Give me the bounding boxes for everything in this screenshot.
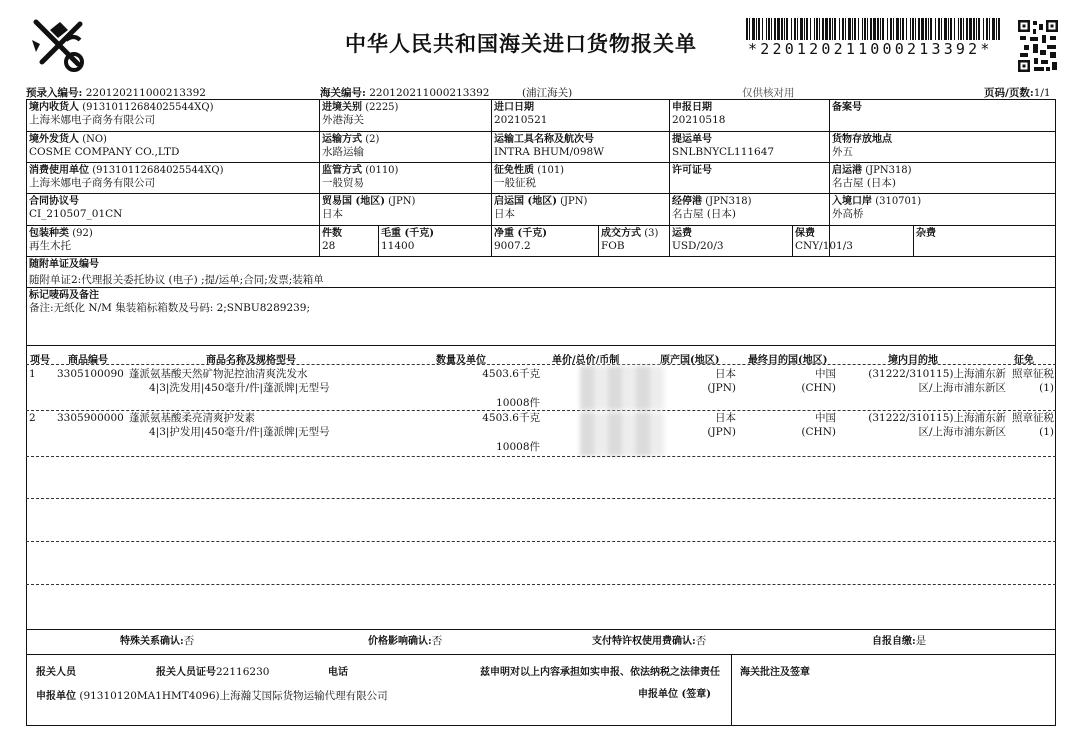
domestic-destination-2: 区/上海市浦东新区	[918, 382, 1006, 394]
insurance-field: 保费 CNY/101/3	[795, 228, 853, 252]
redacted-price	[580, 366, 664, 410]
royalty-confirm: 支付特许权使用费确认:否	[592, 635, 707, 647]
self-declare-confirm: 自报自缴:是	[872, 635, 927, 647]
qr-code-icon	[1018, 20, 1058, 72]
transport-mode-field: 运输方式 (2) 水路运输	[322, 134, 380, 158]
quantity-weight: 4503.6千克	[482, 412, 540, 424]
barcode-icon	[746, 18, 1004, 40]
customs-approval-label: 海关批注及签章	[740, 667, 810, 678]
origin-country: 日本	[715, 368, 736, 380]
record-number-field: 备案号	[832, 102, 862, 113]
bill-of-lading-field: 提运单号 SNLBNYCL111647	[672, 134, 775, 158]
phone-label: 电话	[328, 667, 348, 678]
import-date-field: 进口日期 20210521	[494, 102, 548, 126]
declarant-cert: 报关人员证号22116230	[156, 666, 270, 678]
col-origin: 原产国(地区)	[660, 355, 720, 366]
license-field: 许可证号	[672, 165, 712, 176]
destination-code: (CHN)	[801, 382, 836, 394]
commodity-spec: 4|3|护发用|450毫升/件|蓬派牌|无型号	[149, 426, 330, 438]
misc-fee-field: 杂费	[916, 228, 936, 239]
origin-code: (JPN)	[707, 426, 736, 438]
destination-country: 中国	[815, 368, 836, 380]
col-quantity: 数量及单位	[436, 355, 486, 366]
declaring-unit: 申报单位 (91310120MA1HMT4096)上海瀚艾国际货物运输代理有限公司	[36, 690, 388, 702]
col-commodity-name: 商品名称及规格型号	[206, 355, 296, 366]
declarant-label: 报关人员	[36, 667, 76, 678]
col-commodity-code: 商品编号	[68, 355, 108, 366]
pre-entry-number: 预录入编号: 220120211000213392	[26, 87, 206, 99]
col-destination-country: 最终目的国(地区)	[748, 355, 828, 366]
gross-weight-field: 毛重 (千克) 11400	[381, 228, 434, 252]
pieces-field: 件数 28	[322, 228, 342, 252]
levy-nature-field: 征免性质 (101) 一般征税	[494, 165, 565, 189]
document-title: 中华人民共和国海关进口货物报关单	[345, 32, 697, 56]
quantity-weight: 4503.6千克	[482, 368, 540, 380]
customs-number: 海关编号: 220120211000213392	[320, 87, 490, 99]
marks-remarks: 标记唛码及备注 备注:无纸化 N/M 集装箱标箱数及号码: 2;SNBU8289239;	[29, 290, 311, 314]
legal-statement: 兹申明对以上内容承担如实申报、依法纳税之法律责任	[480, 667, 720, 678]
item-no: 1	[29, 368, 36, 380]
commodity-code: 3305900000	[57, 412, 124, 424]
special-relation-confirm: 特殊关系确认:否	[120, 635, 195, 647]
barcode-number: *220120211000213392*	[748, 40, 993, 58]
consignee-field: 境内收货人 (91310112684025544XQ) 上海米娜电子商务有限公司	[29, 102, 214, 126]
consumer-unit-field: 消费使用单位 (91310112684025544XQ) 上海米娜电子商务有限公司	[29, 165, 224, 189]
destination-code: (CHN)	[801, 426, 836, 438]
customs-emblem-icon	[28, 14, 92, 76]
price-impact-confirm: 价格影响确认:否	[368, 635, 443, 647]
origin-code: (JPN)	[707, 382, 736, 394]
commodity-spec: 4|3|洗发用|450毫升/件|蓬派牌|无型号	[149, 382, 330, 394]
redacted-price	[580, 412, 664, 456]
commodity-code: 3305100090	[57, 368, 124, 380]
stop-port-field: 经停港 (JPN318) 名古屋 (日本)	[672, 196, 752, 220]
origin-country: 日本	[715, 412, 736, 424]
col-domestic-destination: 境内目的地	[888, 355, 938, 366]
watermark-text: 仅供核对用	[742, 87, 795, 99]
package-type-field: 包装种类 (92) 再生木托	[29, 228, 93, 252]
domestic-destination-2: 区/上海市浦东新区	[918, 426, 1006, 438]
quantity-pieces: 10008件	[496, 441, 540, 453]
trade-country-field: 贸易国 (地区) (JPN) 日本	[322, 196, 416, 220]
quantity-pieces: 10008件	[496, 397, 540, 409]
levy-code: (1)	[1039, 426, 1054, 438]
page-number: 页码/页数:1/1	[984, 87, 1051, 99]
commodity-name: 蓬派氨基酸天然矿物泥控油清爽洗发水	[129, 368, 308, 380]
deal-mode-field: 成交方式 (3) FOB	[601, 228, 659, 252]
entry-customs-field: 进境关别 (2225) 外港海关	[322, 102, 399, 126]
levy-mode: 照章征税	[1012, 368, 1054, 380]
col-item-no: 项号	[30, 355, 50, 366]
vessel-field: 运输工具名称及航次号 INTRA BHUM/098W	[494, 134, 605, 158]
net-weight-field: 净重 (千克) 9007.2	[494, 228, 547, 252]
storage-location-field: 货物存放地点 外五	[832, 134, 892, 158]
destination-country: 中国	[815, 412, 836, 424]
consignor-field: 境外发货人 (NO) COSME COMPANY CO.,LTD	[29, 134, 180, 158]
entry-port-field: 入境口岸 (310701) 外高桥	[832, 196, 922, 220]
commodity-name: 蓬派氨基酸柔亮清爽护发素	[129, 412, 255, 424]
levy-mode: 照章征税	[1012, 412, 1054, 424]
col-levy: 征免	[1014, 355, 1034, 366]
domestic-destination: (31222/310115)上海浦东新	[868, 368, 1006, 380]
item-no: 2	[29, 412, 36, 424]
levy-code: (1)	[1039, 382, 1054, 394]
declare-date-field: 申报日期 20210518	[672, 102, 726, 126]
domestic-destination: (31222/310115)上海浦东新	[868, 412, 1006, 424]
contract-field: 合同协议号 CI_210507_01CN	[29, 196, 123, 220]
origin-country-field: 启运国 (地区) (JPN) 日本	[494, 196, 588, 220]
freight-field: 运费 USD/20/3	[672, 228, 724, 252]
customs-office: (浦江海关)	[522, 87, 573, 99]
col-price: 单价/总价/币制	[552, 355, 620, 366]
attached-documents: 随附单证及编号 随附单证2:代理报关委托协议 (电子) ;提/运单;合同;发票;装箱单	[29, 259, 324, 286]
departure-port-field: 启运港 (JPN318) 名古屋 (日本)	[832, 165, 912, 189]
unit-seal-label: 申报单位 (签章)	[638, 689, 711, 700]
supervision-mode-field: 监管方式 (0110) 一般贸易	[322, 165, 399, 189]
